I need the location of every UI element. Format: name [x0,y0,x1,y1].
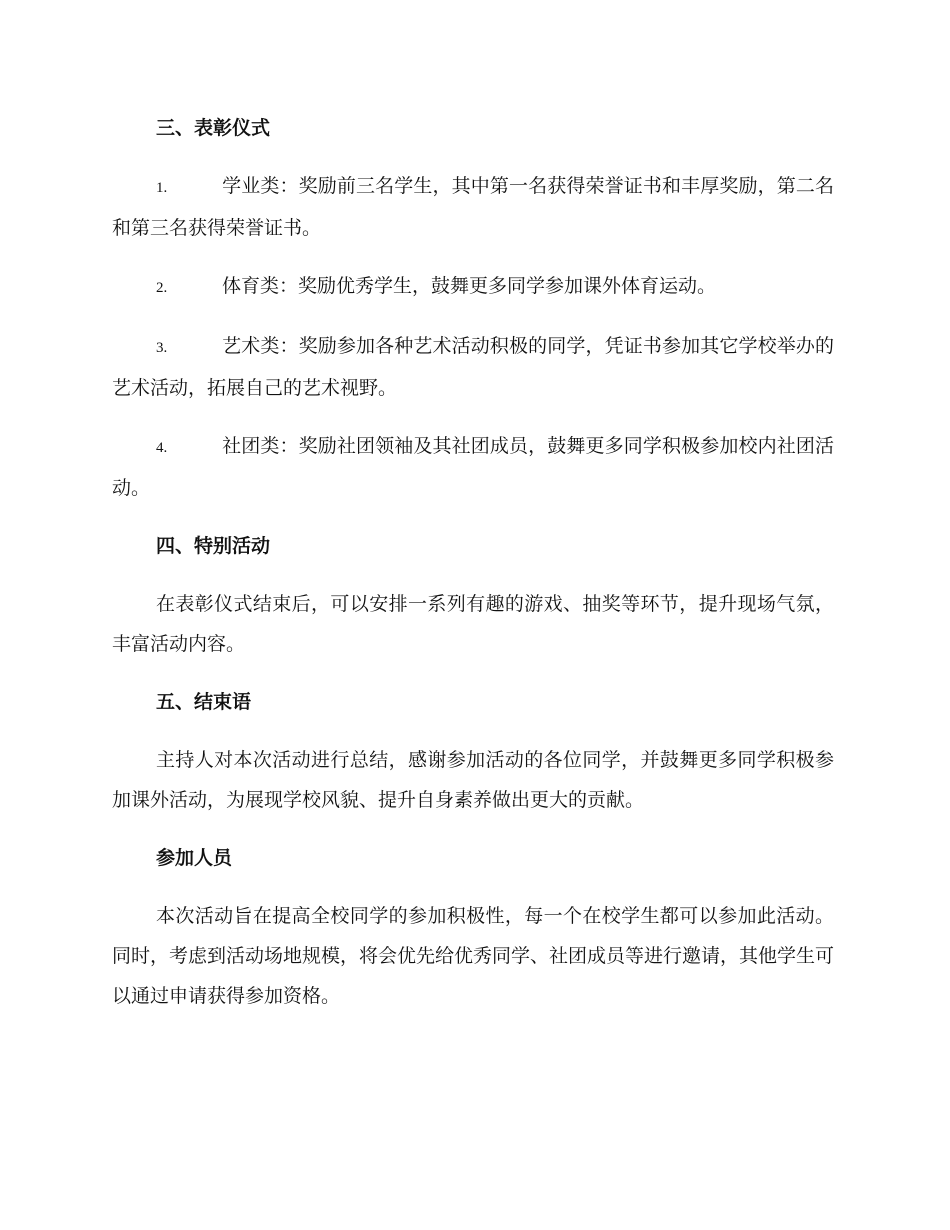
list-number: 4. [156,440,168,456]
paragraph-closing: 主持人对本次活动进行总结，感谢参加活动的各位同学，并鼓舞更多同学积极参加课外活动，为展现学校风貌、提升自身素养做出更大的贡献。 [112,749,834,811]
section-heading-special: 四、特别活动 [156,535,271,557]
paragraph-participants: 本次活动旨在提高全校同学的参加积极性，每一个在校学生都可以参加此活动。同时，考虑到活动场地规模，将会优先给优秀同学、社团成员等进行邀请，其他学生可以通过申请获得参加资格。 [112,905,835,1007]
document-page [112,108,834,1034]
list-item-text: 艺术类：奖励参加各种艺术活动积极的同学，凭证书参加其它学校举办的艺术活动，拓展自己的艺术视野。 [112,335,834,399]
paragraph-special: 在表彰仪式结束后，可以安排一系列有趣的游戏、抽奖等环节，提升现场气氛，丰富活动内容。 [112,593,834,655]
list-item-academic [112,166,834,248]
section-heading-participants: 参加人员 [156,847,233,869]
list-number: 3. [156,340,168,356]
list-item-text: 学业类：奖励前三名学生，其中第一名获得荣誉证书和丰厚奖励，第二名和第三名获得荣誉证书。 [112,175,834,239]
list-number: 2. [156,280,168,296]
section-heading-awards: 三、表彰仪式 [156,117,271,139]
list-number: 1. [156,180,168,196]
list-item-text: 社团类：奖励社团领袖及其社团成员，鼓舞更多同学积极参加校内社团活动。 [112,435,834,499]
list-item-arts [112,326,834,408]
section-heading-closing: 五、结束语 [156,691,252,713]
list-item-text: 体育类：奖励优秀学生，鼓舞更多同学参加课外体育运动。 [222,275,717,297]
list-item-clubs [112,426,834,508]
list-item-sports [112,266,834,308]
